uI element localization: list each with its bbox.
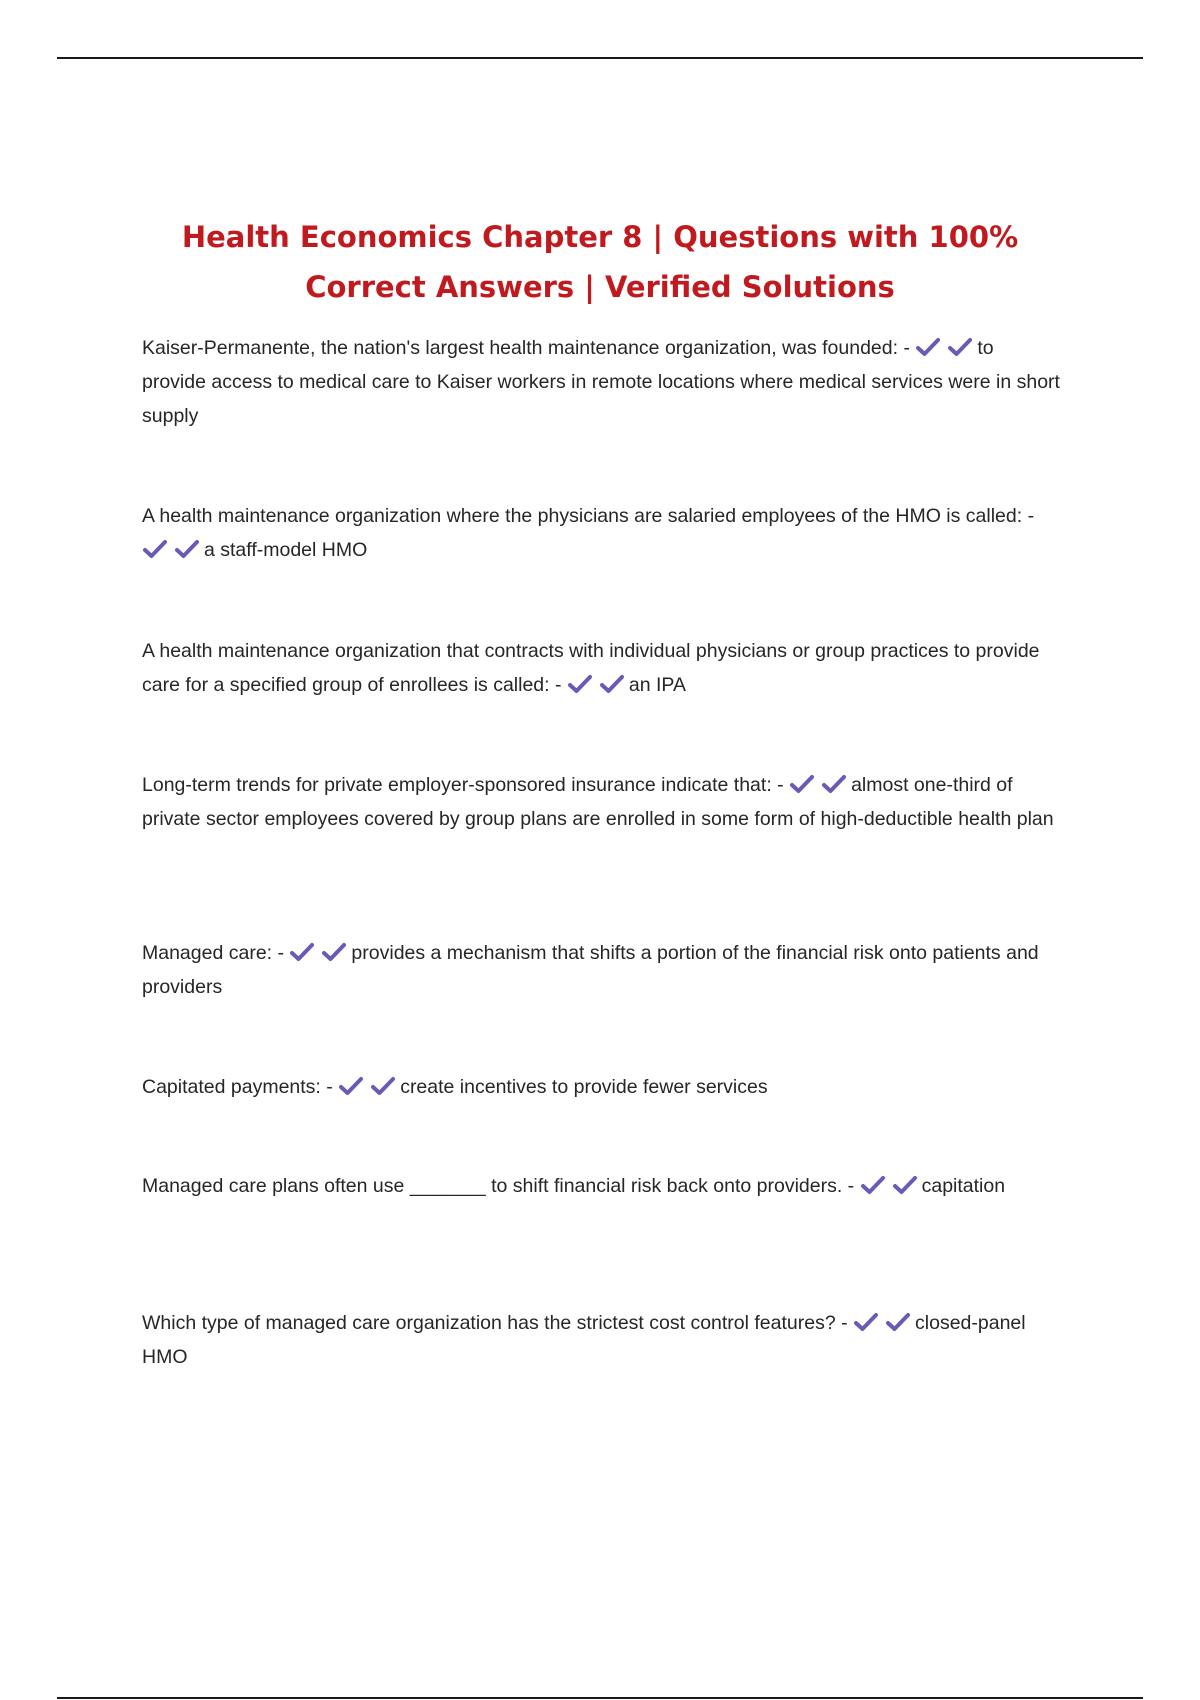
document-title: Health Economics Chapter 8 | Questions with 100% Correct Answers | Verified Solutions bbox=[181, 220, 1019, 304]
qa-item-3 bbox=[142, 634, 1062, 702]
qa-item-8 bbox=[142, 1306, 1062, 1374]
check-icon bbox=[853, 1312, 879, 1332]
answer-text: an IPA bbox=[628, 674, 686, 696]
answer-text: almost one-third of private sector employees covered by group plans are enrolled in some form of high-deductible health plan bbox=[142, 774, 1054, 830]
qa-item-4 bbox=[142, 768, 1062, 836]
answer-text: closed-panel HMO bbox=[142, 1312, 1026, 1368]
question-text: Which type of managed care organization has the strictest cost control features? - bbox=[142, 1312, 848, 1334]
check-icon bbox=[289, 942, 315, 962]
check-icon bbox=[599, 674, 625, 694]
check-icon bbox=[885, 1312, 911, 1332]
qa-item-6 bbox=[142, 1070, 1062, 1104]
qa-item-7 bbox=[142, 1169, 1062, 1203]
answer-text: create incentives to provide fewer services bbox=[400, 1076, 768, 1098]
check-icon bbox=[821, 774, 847, 794]
check-icon bbox=[789, 774, 815, 794]
question-text: Managed care plans often use _______ to shift financial risk back onto providers. - bbox=[142, 1175, 855, 1197]
qa-item-5 bbox=[142, 936, 1062, 1004]
check-icon bbox=[915, 337, 941, 357]
check-icon bbox=[321, 942, 347, 962]
answer-text: to provide access to medical care to Kaiser workers in remote locations where medical services were in short supply bbox=[142, 337, 1060, 427]
question-text: Capitated payments: - bbox=[142, 1076, 333, 1098]
check-icon bbox=[174, 539, 200, 559]
question-text: Managed care: - bbox=[142, 942, 284, 964]
answer-text: a staff-model HMO bbox=[204, 539, 368, 561]
qa-item-1 bbox=[142, 331, 1062, 433]
check-icon bbox=[142, 539, 168, 559]
check-icon bbox=[892, 1175, 918, 1195]
question-text: A health maintenance organization that contracts with individual physicians or group practices to provide care for a specified group of enrollees is called: - bbox=[142, 640, 1040, 696]
question-text: Kaiser-Permanente, the nation's largest health maintenance organization, was founded: - bbox=[142, 337, 910, 359]
check-icon bbox=[338, 1076, 364, 1096]
question-text: Long-term trends for private employer-sponsored insurance indicate that: - bbox=[142, 774, 784, 796]
answer-text: provides a mechanism that shifts a portion of the financial risk onto patients and providers bbox=[142, 942, 1039, 998]
question-text: A health maintenance organization where the physicians are salaried employees of the HMO is called: - bbox=[142, 505, 1035, 527]
qa-item-2 bbox=[142, 499, 1062, 567]
bottom-rule bbox=[57, 1697, 1143, 1699]
check-icon bbox=[567, 674, 593, 694]
check-icon bbox=[947, 337, 973, 357]
answer-text: capitation bbox=[921, 1175, 1006, 1197]
check-icon bbox=[860, 1175, 886, 1195]
check-icon bbox=[370, 1076, 396, 1096]
top-rule bbox=[57, 57, 1143, 59]
